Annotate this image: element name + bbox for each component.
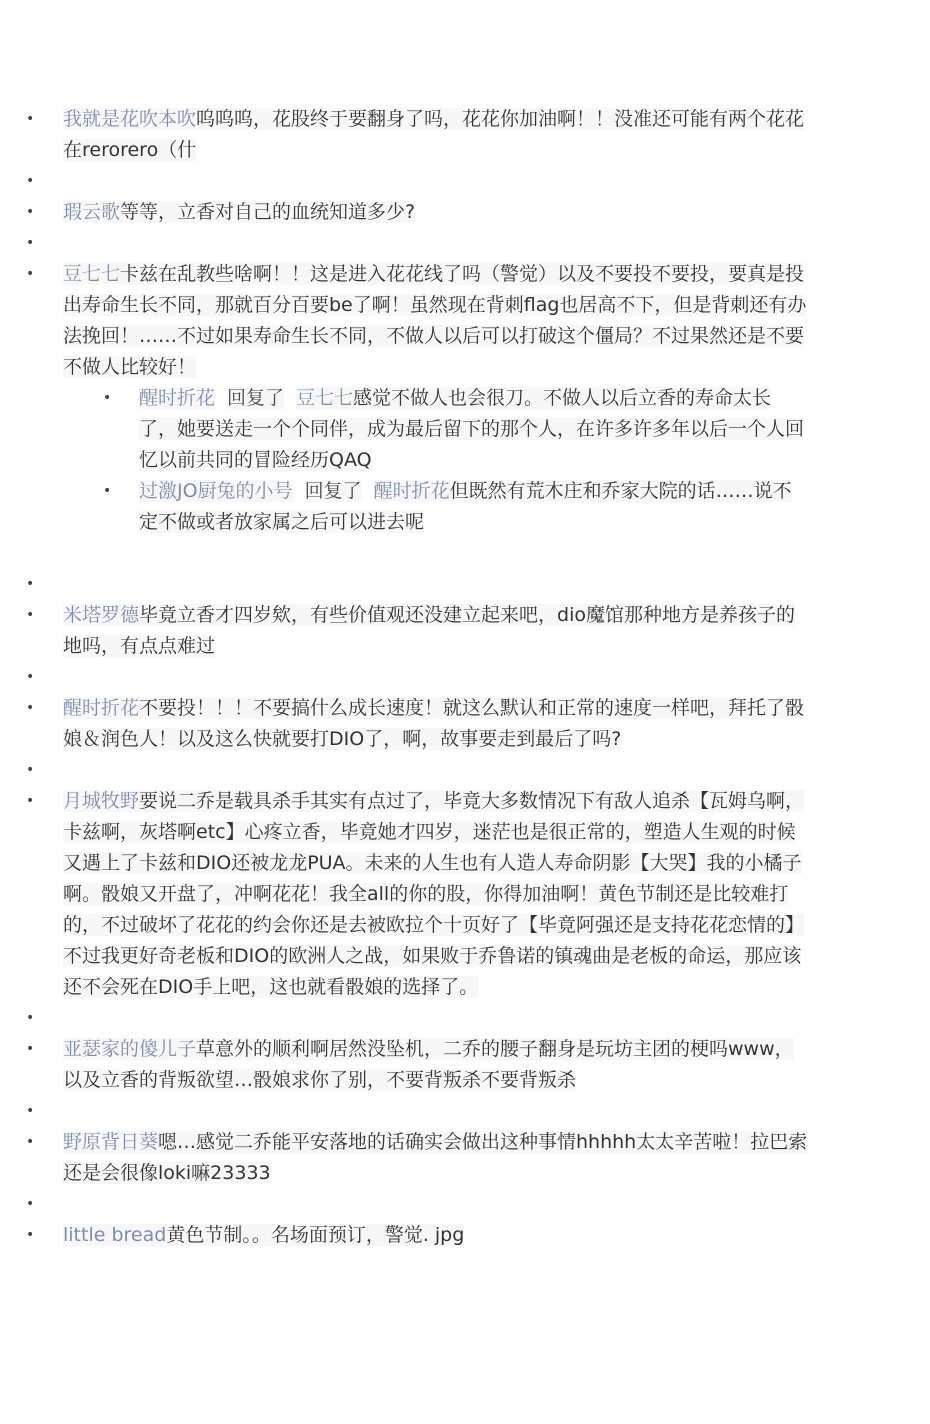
comment-text: 草意外的顺利啊居然没坠机，二乔的腰子翻身是玩坊主团的梗吗www，以及立香的背叛欲望…骰娘求你了别，不要背叛杀不要背叛杀 bbox=[63, 1038, 794, 1091]
separator-item bbox=[0, 1003, 930, 1034]
username-link[interactable]: 亚瑟家的傻儿子 bbox=[63, 1038, 197, 1060]
username-link[interactable]: 月城牧野 bbox=[63, 790, 140, 812]
comment-item bbox=[0, 1127, 930, 1189]
comment-item bbox=[0, 786, 930, 1003]
separator-item bbox=[0, 662, 930, 693]
bullet: • bbox=[26, 762, 35, 778]
replied-label: 回复了 bbox=[304, 480, 362, 502]
bullet: • bbox=[26, 235, 35, 251]
reply-target-link[interactable]: 醒时折花 bbox=[373, 480, 450, 502]
username-link[interactable]: 米塔罗德 bbox=[63, 604, 140, 626]
username-link[interactable]: 醒时折花 bbox=[63, 697, 140, 719]
separator-item bbox=[0, 569, 930, 600]
comment-item bbox=[0, 104, 930, 166]
bullet: • bbox=[26, 1134, 35, 1150]
bullet: • bbox=[26, 173, 35, 189]
reply-list bbox=[0, 383, 930, 538]
comment-text: 呜呜呜，花股终于要翻身了吗，花花你加油啊！！没准还可能有两个花花在rerorero（什 bbox=[63, 108, 805, 161]
reply-content bbox=[139, 476, 809, 538]
comment-content bbox=[63, 693, 808, 755]
reply-content bbox=[139, 383, 809, 476]
username-link[interactable]: 野原背日葵 bbox=[63, 1131, 159, 1153]
comment-text: 不要投！！！不要搞什么成长速度！就这么默认和正常的速度一样吧，拜托了骰娘＆润色人！以及这么快就要打DIO了，啊，故事要走到最后了吗? bbox=[63, 697, 805, 750]
username-link[interactable]: 豆七七 bbox=[63, 263, 121, 285]
bullet: • bbox=[103, 390, 112, 406]
separator-item bbox=[0, 228, 930, 259]
separator-item bbox=[0, 166, 930, 197]
comment-text: 等等，立香对自己的血统知道多少? bbox=[120, 201, 416, 223]
comment-text: 毕竟立香才四岁欸，有些价值观还没建立起来吧，dio魔馆那种地方是养孩子的地吗，有点点难过 bbox=[63, 604, 795, 657]
reply-item bbox=[0, 383, 930, 476]
comment-item bbox=[0, 1220, 930, 1251]
replied-label: 回复了 bbox=[227, 387, 285, 409]
bullet: • bbox=[26, 700, 35, 716]
comment-text: 黄色节制。。名场面预订，警觉. jpg bbox=[166, 1224, 465, 1246]
bullet: • bbox=[26, 266, 35, 282]
comment-content bbox=[63, 1034, 808, 1096]
comment-content bbox=[63, 259, 808, 383]
reply-text: 但既然有荒木庄和乔家大院的话……说不定不做或者放家属之后可以进去呢 bbox=[139, 480, 792, 533]
reply-item bbox=[0, 476, 930, 538]
comment-content bbox=[63, 786, 808, 1003]
separator-item bbox=[0, 755, 930, 786]
bullet: • bbox=[26, 607, 35, 623]
bullet: • bbox=[26, 1103, 35, 1119]
spacer bbox=[0, 538, 930, 569]
comment-text: 嗯…感觉二乔能平安落地的话确实会做出这种事情hhhhh太太辛苦啦！拉巴索还是会很像loki嘛23333 bbox=[63, 1131, 808, 1184]
bullet: • bbox=[26, 576, 35, 592]
comment-item bbox=[0, 600, 930, 662]
comment-text: 卡兹在乱教些啥啊！！这是进入花花线了吗（警觉）以及不要投不要投，要真是投出寿命生长不同，那就百分百要be了啊！虽然现在背刺flag也居高不下，但是背刺还有办法挽回！……不过如果寿命生长不同，不做人以后可以打破这个僵局？不过果然还是不要不做人比较好！ bbox=[63, 263, 807, 378]
bullet: • bbox=[26, 204, 35, 220]
bullet: • bbox=[26, 1010, 35, 1026]
bullet: • bbox=[26, 1041, 35, 1057]
comment-content bbox=[63, 197, 808, 228]
bullet: • bbox=[26, 1227, 35, 1243]
comment-text: 要说二乔是载具杀手其实有点过了，毕竟大多数情况下有敌人追杀【瓦姆乌啊，卡兹啊，灰塔啊etc】心疼立香，毕竟她才四岁，迷茫也是很正常的，塑造人生观的时候又遇上了卡兹和DIO还被龙龙PUA。未来的人生也有人造人寿命阴影【大哭】我的小橘子啊。骰娘又开盘了，冲啊花花！我全all的你的股，你得加油啊！黄色节制还是比较难打的，不过破坏了花花的约会你还是去被欧拉个十页好了【毕竟阿强还是支持花花恋情的】不过我更好奇老板和DIO的欧洲人之战，如果败于乔鲁诺的镇魂曲是老板的命运，那应该还不会死在DIO手上吧，这也就看骰娘的选择了。 bbox=[63, 790, 805, 998]
bullet: • bbox=[26, 111, 35, 127]
bullet: • bbox=[26, 793, 35, 809]
username-link[interactable]: 我就是花吹本吹 bbox=[63, 108, 197, 130]
bullet: • bbox=[26, 669, 35, 685]
reply-text: 感觉不做人也会很刀。不做人以后立香的寿命太长了，她要送走一个个同伴，成为最后留下的那个人，在许多许多年以后一个人回忆以前共同的冒险经历QAQ bbox=[139, 387, 805, 471]
comment-item bbox=[0, 693, 930, 755]
comment-content bbox=[63, 600, 808, 662]
reply-target-link[interactable]: 豆七七 bbox=[296, 387, 354, 409]
comment-item bbox=[0, 259, 930, 538]
reply-username-link[interactable]: 过激JO厨兔的小号 bbox=[139, 480, 293, 502]
comment-content bbox=[63, 104, 808, 166]
bullet: • bbox=[103, 483, 112, 499]
comment-item bbox=[0, 1034, 930, 1096]
separator-item bbox=[0, 1096, 930, 1127]
comment-feed bbox=[0, 104, 930, 1251]
reply-username-link[interactable]: 醒时折花 bbox=[139, 387, 216, 409]
comment-item bbox=[0, 197, 930, 228]
bullet: • bbox=[26, 1196, 35, 1212]
username-link[interactable]: little bread bbox=[63, 1224, 167, 1246]
username-link[interactable]: 瑕云歌 bbox=[63, 201, 121, 223]
separator-item bbox=[0, 1189, 930, 1220]
comment-content bbox=[63, 1127, 808, 1189]
comment-content bbox=[63, 1220, 808, 1251]
